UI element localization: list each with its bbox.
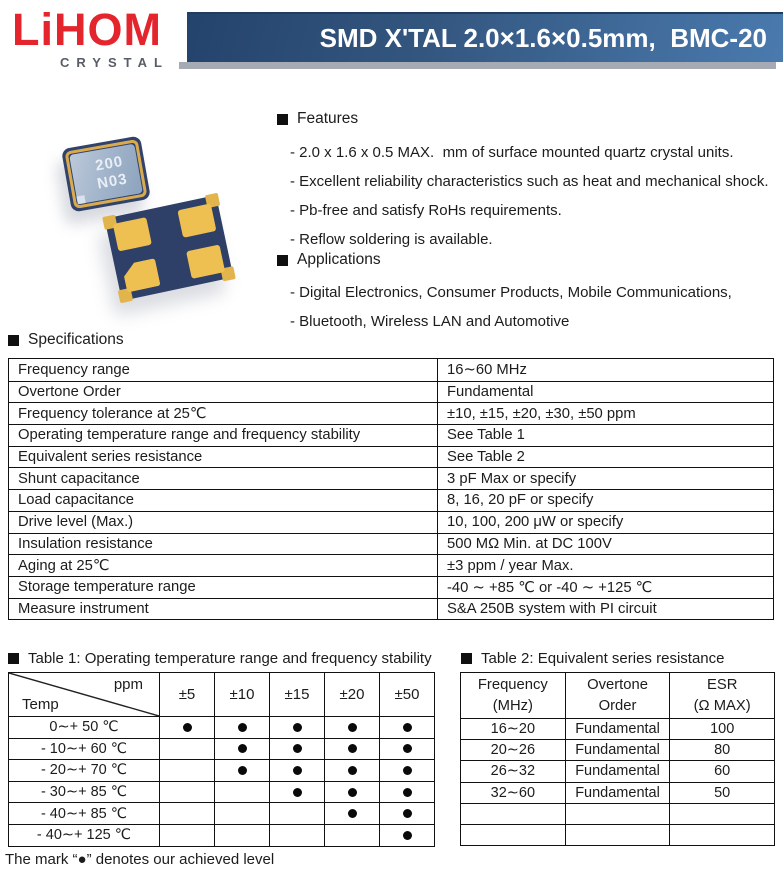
specifications-table — [8, 358, 774, 620]
spec-label: Aging at 25℃ — [18, 558, 110, 575]
stability-cell — [379, 825, 434, 846]
achieved-level-dot — [403, 744, 412, 753]
applications-heading — [277, 251, 381, 269]
crystal-bottom-view-image — [105, 195, 234, 301]
table2-row — [461, 803, 774, 824]
table2-row — [461, 824, 774, 845]
stability-cell — [214, 782, 269, 803]
spec-value: 3 pF Max or specify — [437, 468, 773, 489]
section-square-icon — [8, 335, 19, 346]
spec-value: 8, 16, 20 pF or specify — [437, 490, 773, 511]
spec-label: Frequency range — [18, 361, 130, 378]
table1-row — [9, 781, 434, 803]
table2-row — [461, 718, 774, 739]
table2-cell: Fundamental — [565, 740, 670, 760]
table2-column-header — [565, 673, 670, 718]
table1-corner-cell — [9, 673, 159, 716]
features-heading-label: Features — [297, 110, 359, 127]
table2-heading — [461, 650, 724, 667]
spec-value: ±10, ±15, ±20, ±30, ±50 ppm — [437, 403, 773, 424]
solder-pad — [186, 244, 225, 278]
stability-cell — [269, 760, 324, 781]
spec-value: 500 MΩ Min. at DC 100V — [437, 534, 773, 555]
table1-heading — [8, 650, 432, 667]
stability-cell — [214, 739, 269, 760]
spec-label: Load capacitance — [18, 492, 134, 509]
table2-cell: 16∼20 — [490, 721, 536, 738]
achieved-level-dot — [403, 809, 412, 818]
stability-cell — [159, 739, 214, 760]
table1-header-row — [9, 673, 434, 716]
spec-row — [9, 533, 773, 555]
achieved-level-dot — [348, 744, 357, 753]
table2-esr — [460, 672, 775, 846]
achieved-level-dot — [238, 766, 247, 775]
spec-row — [9, 424, 773, 446]
stability-cell — [324, 803, 379, 824]
table2-row — [461, 782, 774, 803]
title-banner-shadow — [179, 62, 776, 69]
stability-cell — [379, 717, 434, 738]
table2-heading-label: Table 2: Equivalent series resistance — [481, 650, 725, 667]
table2-cell — [565, 825, 670, 845]
stability-cell — [269, 825, 324, 846]
spec-row — [9, 511, 773, 533]
table2-cell: Fundamental — [565, 783, 670, 803]
stability-cell — [379, 760, 434, 781]
stability-cell — [269, 782, 324, 803]
table2-cell — [461, 825, 565, 845]
table2-cell: 26∼32 — [490, 763, 536, 780]
spec-row — [9, 489, 773, 511]
table2-cell: 60 — [669, 761, 774, 781]
table2-header-row — [461, 673, 774, 718]
table1-column-header: ±20 — [324, 673, 379, 716]
table1-stability — [8, 672, 435, 847]
solder-pad — [113, 217, 152, 251]
stability-cell — [214, 760, 269, 781]
table2-cell: 32∼60 — [490, 784, 536, 801]
spec-value: See Table 1 — [437, 425, 773, 446]
table2-cell: Fundamental — [565, 761, 670, 781]
spec-label: Shunt capacitance — [18, 470, 140, 487]
header-line: Order — [598, 697, 637, 714]
achieved-level-dot — [403, 766, 412, 775]
stability-cell — [159, 760, 214, 781]
table1-column-header: ±10 — [214, 673, 269, 716]
stability-cell — [159, 803, 214, 824]
applications-list — [290, 278, 732, 336]
feature-item: - Reflow soldering is available. — [290, 231, 493, 248]
table2-cell: 80 — [669, 740, 774, 760]
spec-value: Fundamental — [437, 382, 773, 403]
stability-cell — [269, 739, 324, 760]
table2-cell: 20∼26 — [490, 742, 536, 759]
page-title: SMD X'TAL 2.0×1.6×0.5mm, BMC-20 — [319, 22, 767, 53]
corner-label-temp: Temp — [22, 696, 59, 713]
table1-heading-label: Table 1: Operating temperature range and frequency stability — [28, 650, 432, 667]
section-square-icon — [277, 114, 288, 125]
spec-row — [9, 446, 773, 468]
temperature-range-cell: - 40∼+ 85 ℃ — [40, 805, 128, 822]
section-square-icon — [8, 653, 19, 664]
solder-pad — [177, 203, 216, 237]
achieved-level-dot — [348, 788, 357, 797]
achieved-level-dot — [293, 766, 302, 775]
spec-value: S&A 250B system with PI circuit — [437, 599, 773, 620]
table1-row — [9, 738, 434, 760]
achieved-level-dot — [183, 723, 192, 732]
temperature-range-cell: - 40∼+ 125 ℃ — [36, 827, 132, 844]
feature-item: - 2.0 x 1.6 x 0.5 MAX. mm of surface mounted quartz crystal units. — [290, 144, 734, 161]
spec-label: Overtone Order — [18, 384, 121, 401]
table1-row — [9, 824, 434, 846]
table2-column-header — [461, 673, 565, 718]
stability-cell — [379, 739, 434, 760]
spec-label: Operating temperature range and frequency stability — [18, 427, 361, 444]
spec-value: See Table 2 — [437, 447, 773, 468]
header-line: Frequency — [477, 676, 548, 693]
feature-item: - Excellent reliability characteristics such as heat and mechanical shock. — [290, 173, 769, 190]
spec-row — [9, 381, 773, 403]
temperature-range-cell: - 10∼+ 60 ℃ — [40, 740, 128, 757]
spec-value: ±3 ppm / year Max. — [437, 555, 773, 576]
spec-label: Storage temperature range — [18, 579, 196, 596]
section-square-icon — [461, 653, 472, 664]
chip-marking-line1: 200 — [93, 152, 125, 175]
table2-column-header — [669, 673, 774, 718]
stability-cell — [159, 717, 214, 738]
spec-value: 16∼60 MHz — [437, 359, 773, 381]
specifications-heading — [8, 331, 124, 349]
stability-cell — [324, 782, 379, 803]
spec-row — [9, 359, 773, 381]
spec-row — [9, 467, 773, 489]
specifications-heading-label: Specifications — [28, 331, 124, 348]
table1-row — [9, 759, 434, 781]
stability-cell — [379, 803, 434, 824]
applications-heading-label: Applications — [297, 251, 381, 268]
achieved-level-dot — [238, 723, 247, 732]
stability-cell — [214, 803, 269, 824]
table1-column-header: ±50 — [379, 673, 434, 716]
stability-cell — [159, 825, 214, 846]
spec-row — [9, 598, 773, 620]
header-line: Overtone — [587, 676, 648, 693]
application-item: - Bluetooth, Wireless LAN and Automotive — [290, 313, 570, 330]
header-line: (Ω MAX) — [693, 697, 751, 714]
achieved-level-dot — [348, 809, 357, 818]
table1-row — [9, 802, 434, 824]
spec-label: Drive level (Max.) — [18, 514, 134, 531]
table2-row — [461, 760, 774, 781]
brand-logo-subtext: CRYSTAL — [60, 55, 169, 70]
stability-cell — [324, 739, 379, 760]
chip-index-mark — [76, 195, 85, 204]
chip-marking-line2: N03 — [95, 170, 129, 193]
stability-cell — [159, 782, 214, 803]
spec-label: Frequency tolerance at 25℃ — [18, 406, 207, 423]
table2-body — [461, 718, 774, 845]
feature-item: - Pb-free and satisfy RoHs requirements. — [290, 202, 562, 219]
spec-label: Equivalent series resistance — [18, 449, 203, 466]
achieved-level-dot — [403, 723, 412, 732]
table2-cell: 50 — [669, 783, 774, 803]
table1-body — [9, 716, 434, 846]
stability-cell — [379, 782, 434, 803]
achieved-level-dot — [293, 723, 302, 732]
stability-cell — [324, 825, 379, 846]
features-heading — [277, 110, 358, 128]
title-banner — [187, 12, 783, 62]
solder-pad-chamfered — [122, 258, 161, 292]
spec-row — [9, 402, 773, 424]
stability-cell — [214, 717, 269, 738]
temperature-range-cell: - 30∼+ 85 ℃ — [40, 784, 128, 801]
temperature-range-cell: 0∼+ 50 ℃ — [49, 719, 119, 736]
brand-logo: LiHOM — [12, 4, 162, 55]
achieved-level-dot — [403, 831, 412, 840]
application-item: - Digital Electronics, Consumer Products, Mobile Communications, — [290, 284, 732, 301]
spec-value: -40 ∼ +85 ℃ or -40 ∼ +125 ℃ — [437, 577, 773, 598]
table2-cell — [565, 804, 670, 824]
stability-cell — [324, 717, 379, 738]
temperature-range-cell: - 20∼+ 70 ℃ — [40, 762, 128, 779]
achieved-level-dot — [348, 723, 357, 732]
stability-cell — [324, 760, 379, 781]
spec-row — [9, 576, 773, 598]
table2-cell — [461, 804, 565, 824]
stability-cell — [269, 803, 324, 824]
table1-column-header: ±15 — [269, 673, 324, 716]
header-line: ESR — [706, 676, 738, 693]
header-line: (MHz) — [492, 697, 533, 714]
spec-label: Insulation resistance — [18, 535, 153, 552]
table1-column-header: ±5 — [159, 673, 214, 716]
spec-value: 10, 100, 200 μW or specify — [437, 512, 773, 533]
achieved-level-footnote: The mark “●” denotes our achieved level — [5, 851, 275, 868]
features-list — [290, 138, 769, 254]
stability-cell — [214, 825, 269, 846]
spec-row — [9, 554, 773, 576]
achieved-level-dot — [293, 788, 302, 797]
corner-label-ppm: ppm — [113, 676, 143, 693]
table1-row — [9, 716, 434, 738]
achieved-level-dot — [403, 788, 412, 797]
achieved-level-dot — [238, 744, 247, 753]
stability-cell — [269, 717, 324, 738]
spec-label: Measure instrument — [18, 600, 149, 617]
achieved-level-dot — [348, 766, 357, 775]
table2-row — [461, 739, 774, 760]
achieved-level-dot — [293, 744, 302, 753]
table2-cell — [669, 825, 774, 845]
section-square-icon — [277, 255, 288, 266]
crystal-top-view-image — [61, 136, 151, 213]
table2-cell — [669, 804, 774, 824]
table2-cell: 100 — [669, 719, 774, 739]
table2-cell: Fundamental — [565, 719, 670, 739]
